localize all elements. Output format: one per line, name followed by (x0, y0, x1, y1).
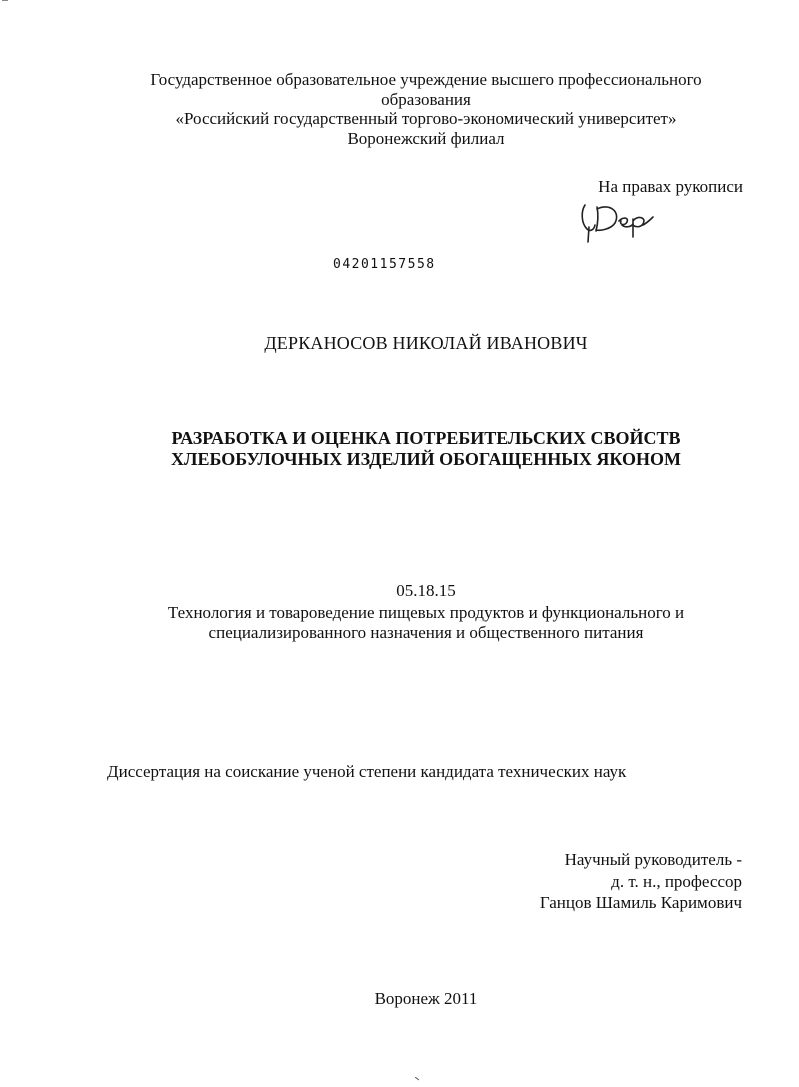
manuscript-note: На правах рукописи (598, 177, 743, 196)
institution-line-2: образования (381, 90, 471, 109)
specialty-name-line-2: специализированного назначения и общественного питания (208, 623, 644, 642)
institution-line-1: Государственное образовательное учреждение высшего профессионального (150, 70, 702, 89)
place-and-year: Воронеж 2011 (374, 989, 478, 1008)
registry-number: 04201157558 (333, 257, 436, 272)
signature-image (575, 197, 655, 247)
scan-speck (415, 1077, 420, 1081)
supervisor-name: Ганцов Шамиль Каримович (539, 893, 742, 912)
dissertation-title-line-1: РАЗРАБОТКА И ОЦЕНКА ПОТРЕБИТЕЛЬСКИХ СВОЙСТВ (171, 428, 681, 448)
institution-line-3: «Российский государственный торгово-экономический университет» (175, 109, 677, 128)
supervisor-role: Научный руководитель - (564, 850, 742, 869)
institution-line-4: Воронежский филиал (347, 129, 505, 148)
author-name: ДЕРКАНОСОВ НИКОЛАЙ ИВАНОВИЧ (264, 333, 588, 353)
specialty-code: 05.18.15 (396, 581, 456, 600)
dissertation-title-line-2: ХЛЕБОБУЛОЧНЫХ ИЗДЕЛИЙ ОБОГАЩЕННЫХ ЯКОНОМ (171, 449, 681, 469)
scan-corner-mark (2, 0, 8, 1)
specialty-name-line-1: Технология и товароведение пищевых продуктов и функционального и (167, 603, 685, 622)
supervisor-degree: д. т. н., профессор (611, 872, 742, 891)
dissertation-degree-statement: Диссертация на соискание ученой степени кандидата технических наук (107, 762, 627, 781)
